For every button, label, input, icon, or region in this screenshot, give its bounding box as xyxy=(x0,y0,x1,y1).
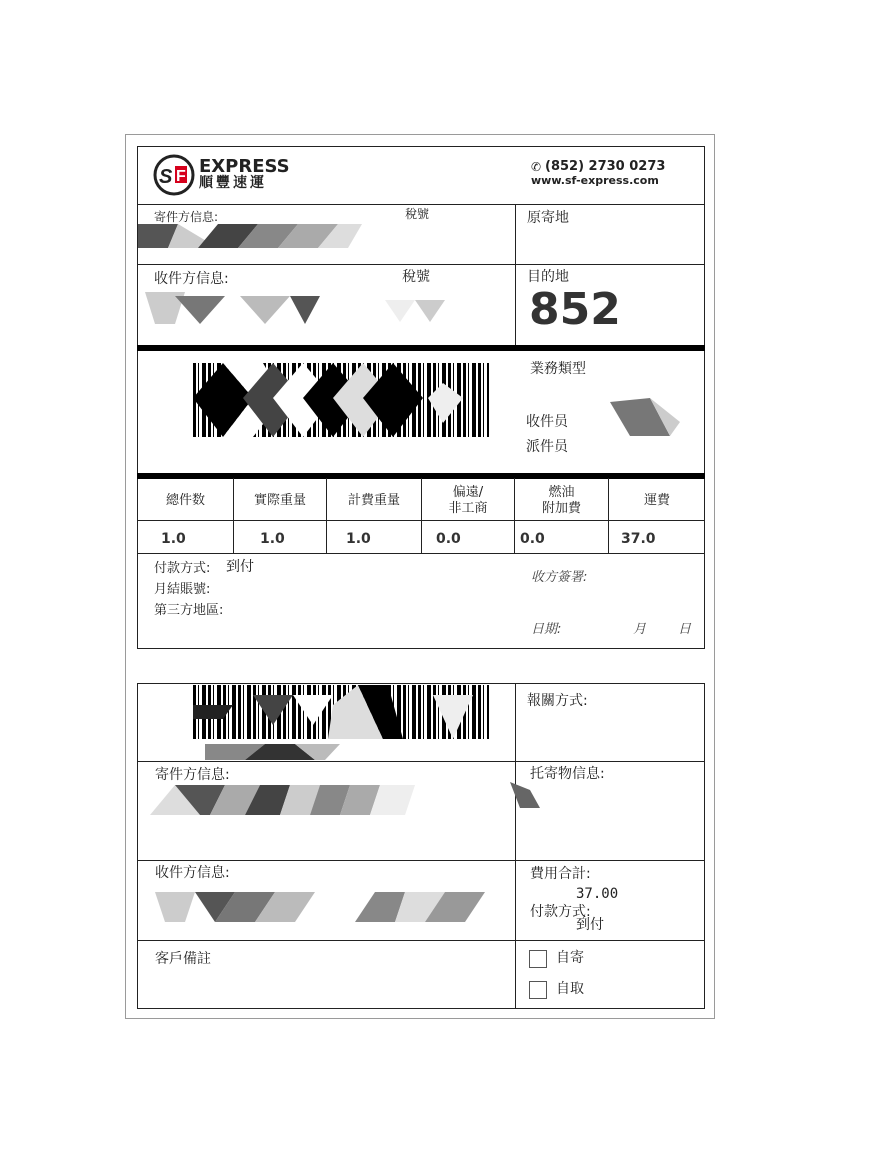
table-header-charge-weight: 計費重量 xyxy=(347,493,400,508)
courier-label: 派件员 xyxy=(526,439,568,455)
goods-info-redacted xyxy=(510,782,542,810)
brand-phone: (852) 2730 0273 xyxy=(545,159,666,174)
recipient-label: 收件方信息: xyxy=(154,271,229,287)
payment-method-label: 付款方式: xyxy=(154,561,211,576)
stub-recipient-info-redacted xyxy=(155,882,485,924)
svg-text:F: F xyxy=(176,168,186,185)
self-pickup-label: 自取 xyxy=(556,981,584,997)
table-value-remote-surcharge: 0.0 xyxy=(436,531,461,547)
sender-tax-label: 稅號 xyxy=(405,207,430,221)
sender-info-redacted xyxy=(138,224,362,248)
recipient-info-redacted xyxy=(145,292,455,332)
self-send-checkbox[interactable] xyxy=(529,950,547,968)
recipient-tax-label: 稅號 xyxy=(402,269,430,285)
customer-remarks-label: 客戶備註 xyxy=(155,951,211,967)
customs-method-label: 報關方式: xyxy=(527,693,588,709)
table-header-pieces: 總件数 xyxy=(165,493,205,508)
receiver-label: 收件员 xyxy=(526,414,568,430)
destination-label: 目的地 xyxy=(527,269,569,285)
table-header-freight: 運費 xyxy=(643,493,670,508)
stub-barcode-redacted xyxy=(193,685,489,739)
self-pickup-checkbox[interactable] xyxy=(529,981,547,999)
third-party-region-label: 第三方地區: xyxy=(154,603,224,618)
stub-payment-label: 付款方式: xyxy=(530,904,591,920)
stub-payment-value: 到付 xyxy=(576,917,604,933)
table-value-actual-weight: 1.0 xyxy=(260,531,285,547)
table-header-remote-surcharge: 偏遠/ 非工商 xyxy=(448,485,488,517)
table-value-fuel-surcharge: 0.0 xyxy=(520,531,545,547)
stub-barcode-number-redacted xyxy=(205,740,340,760)
waybill-barcode-redacted xyxy=(193,363,489,437)
stub-sender-label: 寄件方信息: xyxy=(155,767,230,783)
sender-label: 寄件方信息: xyxy=(154,210,219,224)
fee-total-label: 費用合計: xyxy=(530,866,591,882)
destination-code: 852 xyxy=(529,284,621,335)
stub-sender-info-redacted xyxy=(150,785,415,815)
date-label: 日期: xyxy=(531,622,562,637)
phone-icon: ✆ xyxy=(531,160,542,174)
monthly-account-label: 月結賬號: xyxy=(154,582,211,597)
date-month-label: 月 xyxy=(633,622,647,637)
signature-label: 收方簽署: xyxy=(531,570,588,585)
date-day-label: 日 xyxy=(678,622,692,637)
table-header-fuel-surcharge: 燃油 附加費 xyxy=(541,485,581,517)
table-value-pieces: 1.0 xyxy=(161,531,186,547)
service-type-label: 業務類型 xyxy=(530,361,586,377)
svg-text:S: S xyxy=(159,166,173,188)
brand-name-zh: 順豐速運 xyxy=(199,175,267,191)
table-header-actual-weight: 實際重量 xyxy=(253,493,306,508)
origin-label: 原寄地 xyxy=(527,210,569,226)
fee-total-value: 37.00 xyxy=(576,886,619,902)
brand-name-en: EXPRESS xyxy=(199,156,290,177)
self-send-label: 自寄 xyxy=(556,950,584,966)
goods-info-label: 托寄物信息: xyxy=(530,766,605,782)
stub-recipient-label: 收件方信息: xyxy=(155,865,230,881)
service-type-redacted xyxy=(570,392,680,438)
sf-logo xyxy=(153,154,195,196)
brand-website: www.sf-express.com xyxy=(531,174,659,187)
payment-method-value: 到付 xyxy=(226,559,254,575)
table-value-charge-weight: 1.0 xyxy=(346,531,371,547)
table-value-freight: 37.0 xyxy=(621,531,656,547)
